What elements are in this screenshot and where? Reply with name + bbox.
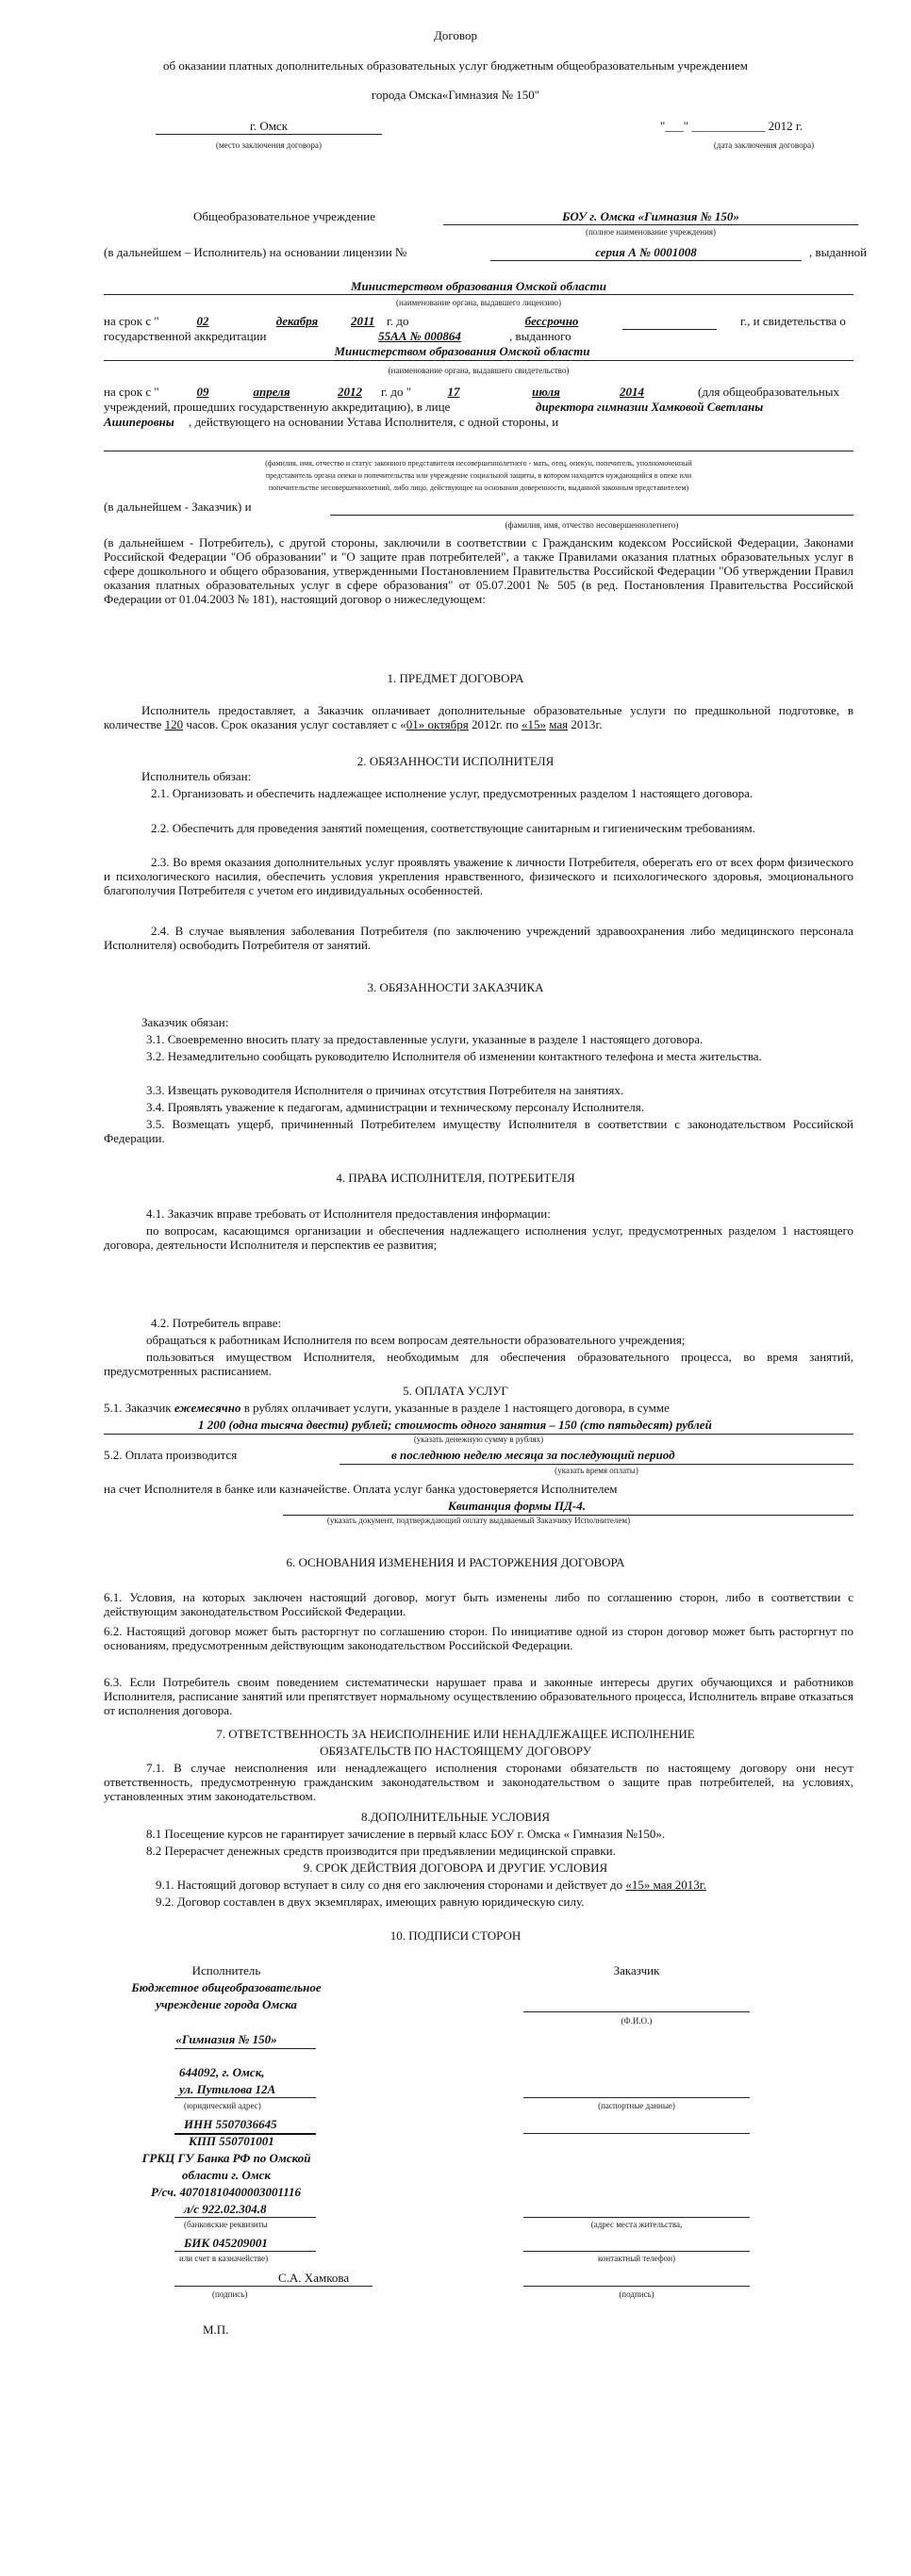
doc-subtitle-1: об оказании платных дополнительных образовательных услуг бюджетным общеобразовательным учреждением: [163, 58, 748, 73]
payment-period: в последнюю неделю месяца за последующий период: [391, 1448, 675, 1462]
item-8-2: 8.2 Перерасчет денежных средств производится при предъявлении медицинской справки.: [146, 1844, 616, 1858]
term2-prefix: на срок с ": [104, 385, 159, 399]
accreditation-authority: Министерством образования Омской области: [334, 344, 590, 358]
authority2-caption: (наименование органа, выдавшего свидетельство): [388, 366, 570, 375]
item-3-5: 3.5. Возмещать ущерб, причиненный Потребителем имуществу Исполнителя в соответствии с законодательством Российской Федерации.: [104, 1117, 853, 1145]
passport-line-2: [523, 2133, 750, 2134]
item-7-1: 7.1. В случае неисполнения или ненадлежащего исполнения сторонами обязательств по настоящему договору они несут ответственность, предусмотренную гражданским законодательством и законодательством о защите прав потребителей, на условиях, установленных этим законодательством.: [104, 1761, 853, 1803]
phone-line: [523, 2251, 750, 2252]
accreditation-num: 55АА № 000864: [378, 329, 461, 343]
item-5-3: на счет Исполнителя в банке или казначействе. Оплата услуг банка удостоверяется Исполнителем: [104, 1482, 618, 1496]
term-year: 2011: [351, 314, 375, 328]
institution-caption: (полное наименование учреждения): [585, 227, 717, 237]
section-5-title: 5. ОПЛАТА УСЛУГ: [403, 1384, 508, 1398]
item-3-1: 3.1. Своевременно вносить плату за предоставленные услуги, указанные в разделе 1 настоящего договора.: [146, 1032, 704, 1046]
stamp-place: М.П.: [203, 2322, 229, 2337]
item-2-1: 2.1. Организовать и обеспечить надлежащее исполнение услуг, предусмотренных разделом 1 настоящего договора.: [151, 786, 754, 800]
term-suffix: г., и свидетельства о: [740, 314, 846, 328]
accreditation-issued: , выданного: [509, 329, 571, 343]
address-caption: (юридический адрес): [184, 2101, 261, 2110]
director-suffix: , действующего на основании Устава Исполнителя, с одной стороны, и: [189, 415, 559, 429]
item-4-1: 4.1. Заказчик вправе требовать от Исполнителя предоставления информации:: [146, 1206, 551, 1221]
term2-month: апреля: [253, 385, 290, 399]
section-3-lead: Заказчик обязан:: [141, 1015, 229, 1029]
section-1-text: Исполнитель предоставляет, а Заказчик оплачивает дополнительные образовательные услуги по предшкольной подготовке, в количестве 120 часов. Срок оказания услуг составляет с «01» октября 2012г. по «15» мая 2013г.: [104, 703, 853, 731]
executor-heading: Исполнитель: [191, 1963, 261, 1977]
term2-day: 09: [196, 385, 209, 399]
passport-caption: (паспортные данные): [598, 2101, 675, 2110]
section-4-title: 4. ПРАВА ИСПОЛНИТЕЛЯ, ПОТРЕБИТЕЛЯ: [336, 1171, 575, 1185]
doc-subtitle-2: города Омска«Гимназия № 150": [371, 88, 540, 102]
phone-caption: контактный телефон): [597, 2254, 676, 2263]
passport-line: [523, 2097, 750, 2098]
receipt-caption: (указать документ, подтверждающий оплату выдаваемый Заказчику Исполнителем): [326, 1516, 631, 1525]
institution-underline: [443, 224, 858, 225]
item-3-2: 3.2. Незамедлительно сообщать руководителю Исполнителя об изменении контактного телефона и места жительства.: [146, 1049, 762, 1063]
executor-signer: С.А. Хамкова: [278, 2271, 350, 2285]
payment-frequency: ежемесячно: [174, 1401, 241, 1415]
item-4-1-text: по вопросам, касающимся организации и обеспечения надлежащего исполнения услуг, предусмотренных разделом 1 настоящего договора, деятельности Исполнителя и перспектив ее развития;: [104, 1223, 853, 1252]
residence-line: [523, 2217, 750, 2218]
term2-to: г. до ": [381, 385, 412, 399]
period-caption: (указать время оплаты): [555, 1466, 638, 1475]
authority2-underline: [104, 360, 853, 361]
fio-line: [523, 2011, 750, 2012]
place-caption: (место заключения договора): [215, 140, 323, 150]
institution-name: БОУ г. Омска «Гимназия № 150»: [562, 209, 739, 223]
consumer-caption: (фамилия, имя, отчество несовершеннолетнего): [505, 520, 679, 530]
rep-caption-3: попечительстве несовершеннолетний, либо лицо, действующее на основании доверенности, выданной законным представителем): [268, 484, 689, 492]
term2-suffix: (для общеобразовательных: [698, 385, 839, 399]
item-4-2-b: пользоваться имуществом Исполнителя, необходимым для обеспечения образовательного процесса, во время занятий, предусмотренных расписанием.: [104, 1350, 853, 1378]
director-prefix: учреждений, прошедших государственную аккредитацию), в лице: [104, 400, 451, 414]
executor-inn: ИНН 5507036645: [184, 2117, 277, 2131]
doc-title: Договор: [434, 28, 477, 42]
executor-org-2: учреждение города Омска: [156, 1997, 297, 2011]
executor-kpp: КПП 550701001: [189, 2134, 274, 2148]
term-to: г. до: [387, 314, 409, 328]
end-month: мая: [549, 717, 569, 731]
executor-bik: БИК 045209001: [184, 2236, 268, 2250]
customer-sign-line: [523, 2286, 750, 2287]
section-3-title: 3. ОБЯЗАННОСТИ ЗАКАЗЧИКА: [367, 980, 544, 994]
item-6-2: 6.2. Настоящий договор может быть расторгнут по соглашению сторон. По инициативе одной из сторон договор может быть расторгнут по основаниям, предусмотренным действующим законодательством Российской Федерации.: [104, 1624, 853, 1652]
item-2-2: 2.2. Обеспечить для проведения занятий помещения, соответствующие санитарным и гигиеническим требованиям.: [151, 821, 755, 835]
start-month: » октября: [418, 717, 469, 731]
item-4-2: 4.2. Потребитель вправе:: [151, 1316, 282, 1330]
item-3-4: 3.4. Проявлять уважение к педагогам, администрации и техническому персоналу Исполнителя.: [146, 1100, 645, 1114]
term2-year: 2012: [338, 385, 362, 399]
term-month: декабря: [275, 314, 319, 328]
section-1-title: 1. ПРЕДМЕТ ДОГОВОРА: [387, 671, 524, 685]
date-caption: (дата заключения договора): [713, 140, 815, 150]
contract-end-date: «15» мая 2013г.: [625, 1878, 706, 1892]
term-end-blank: [622, 329, 717, 330]
bank-underline: [174, 2217, 316, 2218]
section-6-title: 6. ОСНОВАНИЯ ИЗМЕНЕНИЯ И РАСТОРЖЕНИЯ ДОГОВОРА: [286, 1555, 625, 1569]
license-text: (в дальнейшем – Исполнитель) на основании лицензии №: [104, 245, 407, 259]
fio-caption: (Ф.И.О.): [621, 2016, 653, 2026]
rep-caption-2: представитель органа опеки и попечительства или учреждение социальной защиты, в котором находится нуждающийся в опеке или: [265, 471, 692, 480]
license-series: серия А № 0001008: [595, 245, 697, 259]
term2-end-day: 17: [447, 385, 460, 399]
item-2-4: 2.4. В случае выявления заболевания Потребителя (по заключению учреждений здравоохранения либо медицинского персонала Исполнителя) освободить Потребителя от занятий.: [104, 924, 853, 952]
executor-ls: л/с 922.02.304.8: [184, 2202, 267, 2216]
section-7-title-1: 7. ОТВЕТСТВЕННОСТЬ ЗА НЕИСПОЛНЕНИЕ ИЛИ НЕНАДЛЕЖАЩЕЕ ИСПОЛНЕНИЕ: [216, 1727, 695, 1741]
executor-account: Р/сч. 40701810400003001116: [151, 2185, 302, 2199]
address-underline: [174, 2097, 316, 2098]
sum-caption: (указать денежную сумму в рублях): [413, 1435, 544, 1444]
item-2-3: 2.3. Во время оказания дополнительных услуг проявлять уважение к личности Потребителя, оберегать его от всех форм физического и психологического насилия, обеспечить условия укрепления нравственного, физического и психологического здоровья, эмоционального благополучия Потребителя с учетом его индивидуальных особенностей.: [104, 855, 853, 897]
item-5-1: 5.1. Заказчик ежемесячно в рублях оплачивает услуги, указанные в разделе 1 настоящего договора, в сумме: [104, 1401, 670, 1415]
bik-caption: или счет в казначействе): [179, 2254, 269, 2263]
director-name-2: Ашиперовны: [104, 415, 174, 429]
authority-caption: (наименование органа, выдавшего лицензию): [396, 298, 561, 307]
authority-underline: [104, 294, 853, 295]
executor-sign-caption: (подпись): [212, 2289, 248, 2299]
receipt-form: Квитанция формы ПД-4.: [448, 1499, 586, 1513]
section-8-title: 8.ДОПОЛНИТЕЛЬНЫЕ УСЛОВИЯ: [360, 1810, 551, 1824]
item-6-1: 6.1. Условия, на которых заключен настоящий договор, могут быть изменены либо по соглашению сторон, либо в соответствии с действующим законодательством Российской Федерации.: [104, 1590, 853, 1618]
payment-sum: 1 200 (одна тысяча двести) рублей; стоимость одного занятия – 150 (сто пятьдесят) рублей: [198, 1418, 712, 1432]
executor-address-1: 644092, г. Омск,: [179, 2065, 265, 2079]
contract-date: "___" ____________ 2012 г.: [660, 119, 803, 133]
institution-label: Общеобразовательное учреждение: [193, 209, 375, 223]
section-7-title-2: ОБЯЗАТЕЛЬСТВ ПО НАСТОЯЩЕМУ ДОГОВОРУ: [320, 1744, 591, 1758]
section-9-title: 9. СРОК ДЕЙСТВИЯ ДОГОВОРА И ДРУГИЕ УСЛОВИЯ: [303, 1861, 608, 1875]
item-3-3: 3.3. Извещать руководителя Исполнителя о причинах отсутствия Потребителя на занятиях.: [146, 1083, 624, 1097]
city-underline: [156, 134, 382, 135]
residence-caption: (адрес места жительства,: [590, 2220, 683, 2229]
bik-underline: [174, 2251, 316, 2252]
executor-org-3: «Гимназия № 150»: [175, 2032, 277, 2046]
item-8-1: 8.1 Посещение курсов не гарантирует зачисление в первый класс БОУ г. Омска « Гимназия №150».: [146, 1827, 666, 1841]
term-prefix: на срок с ": [104, 314, 159, 328]
item-9-1: 9.1. Настоящий договор вступает в силу со дня его заключения сторонами и действует до «15» мая 2013г.: [156, 1878, 706, 1892]
executor-sign-line: [174, 2286, 373, 2287]
accreditation-label: государственной аккредитации: [104, 329, 267, 343]
hours-count: 120: [164, 717, 184, 731]
license-authority: Министерством образования Омской области: [351, 279, 606, 293]
city: г. Омск: [249, 119, 289, 133]
term2-end-month: июля: [532, 385, 560, 399]
section-2-title: 2. ОБЯЗАННОСТИ ИСПОЛНИТЕЛЯ: [356, 754, 555, 768]
item-5-2: 5.2. Оплата производится: [104, 1448, 238, 1462]
rep-caption-1: (фамилия, имя, отчество и статус законного представителя несовершеннолетнего - мать, отец, опекун, попечитель, уполномоченный: [265, 459, 692, 468]
term-day: 02: [196, 314, 209, 328]
customer-sign-caption: (подпись): [619, 2289, 654, 2299]
consumer-line: [330, 515, 853, 516]
executor-address-2: ул. Путилова 12А: [179, 2082, 276, 2096]
executor-bank-1: ГРКЦ ГУ Банка РФ по Омской: [141, 2151, 311, 2165]
section-2-lead: Исполнитель обязан:: [141, 769, 252, 783]
customer-heading: Заказчик: [613, 1963, 660, 1977]
org-underline: [174, 2048, 316, 2049]
license-issued: , выданной: [809, 245, 868, 259]
license-underline: [490, 260, 802, 261]
item-6-3: 6.3. Если Потребитель своим поведением систематически нарушает права и законные интересы других обучающихся и работников Исполнителя, расписание занятий или препятствует нормальному осуществлению образовательного процесса, Исполнитель вправе отказаться от исполнения договора.: [104, 1675, 853, 1717]
bank-caption: (банковские реквизиты: [184, 2220, 268, 2229]
term-end: бессрочно: [524, 314, 579, 328]
intro-paragraph: (в дальнейшем - Потребитель), с другой стороны, заключили в соответствии с Гражданским кодексом Российской Федерации, Законами Российской Федерации "Об образовании" и "О защите прав потребителей", а также Правилами оказания платных образовательных услуг в сфере дошкольного и общего образования, утвержденными Постановлением Правительства Российской Федерации "Об утверждении Правил оказания платных образовательных услуг в сфере образования" от 05.07.2001 № 505 (в ред. Постановления Правительства Российской Федерации от 01.04.2003 № 181), настоящий договор о нижеследующем:: [104, 535, 853, 606]
item-4-2-a: обращаться к работникам Исполнителя по всем вопросам деятельности образовательного учреждения;: [146, 1333, 686, 1347]
executor-bank-2: области г. Омск: [182, 2168, 271, 2182]
director-name: директора гимназии Хамковой Светланы: [536, 400, 764, 414]
term2-end-year: 2014: [620, 385, 644, 399]
start-day: 01: [406, 717, 419, 731]
item-9-2: 9.2. Договор составлен в двух экземплярах, имеющих равную юридическую силу.: [156, 1895, 585, 1909]
end-day: «15»: [522, 717, 547, 731]
executor-org-1: Бюджетное общеобразовательное: [131, 1980, 322, 1994]
customer-label: (в дальнейшем - Заказчик) и: [104, 500, 252, 514]
section-10-title: 10. ПОДПИСИ СТОРОН: [389, 1928, 522, 1943]
period-underline: [340, 1464, 853, 1465]
